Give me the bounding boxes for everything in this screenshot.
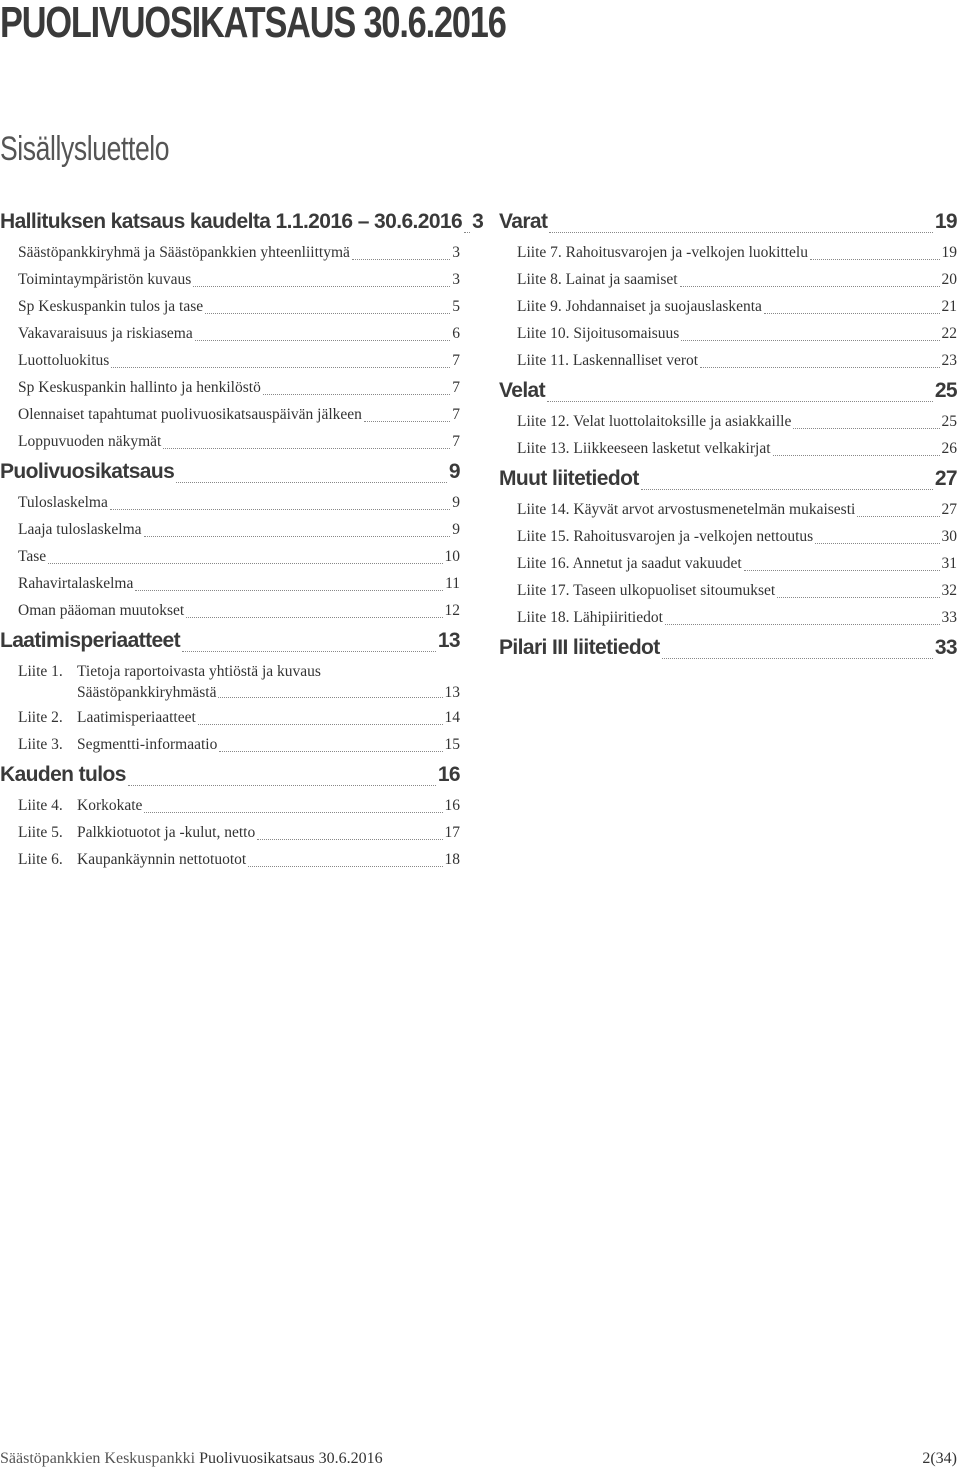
document-title: PUOLIVUOSIKATSAUS 30.6.2016 (0, 0, 506, 47)
dot-leader (248, 864, 442, 867)
toc-item-label: Tuloslaskelma (18, 494, 108, 511)
toc-note-link[interactable] (0, 846, 460, 873)
toc-note-link[interactable] (0, 731, 460, 758)
dot-leader (857, 514, 939, 517)
toc-section-link[interactable] (0, 624, 460, 658)
toc-page-number: 9 (452, 521, 460, 538)
dot-leader (773, 453, 940, 456)
toc-page-number: 3 (452, 271, 460, 288)
toc-item-label: Vakavaraisuus ja riskiasema (18, 325, 193, 342)
toc-item-link[interactable] (0, 597, 460, 624)
toc-note-label: Segmentti-informaatio (77, 736, 218, 753)
dot-leader (662, 656, 933, 659)
toc-item-link[interactable] (499, 496, 957, 523)
toc-item-link[interactable] (0, 320, 460, 347)
toc-page-number: 25 (934, 379, 957, 402)
toc-page-number: 17 (444, 824, 460, 841)
dot-leader (744, 568, 940, 571)
toc-page-number: 23 (941, 352, 957, 369)
toc-page-number: 10 (444, 548, 460, 565)
toc-page-number: 16 (437, 763, 460, 786)
toc-page-number: 15 (444, 736, 460, 753)
toc-note-number: Liite 6. (18, 851, 63, 868)
toc-item-label: Rahavirtalaskelma (18, 575, 134, 592)
toc-section-label: Muut liitetiedot (499, 467, 639, 490)
toc-item-label: Liite 12. Velat luottolaitoksille ja asiakkaille (517, 413, 792, 430)
toc-item-label: Luottoluokitus (18, 352, 110, 369)
dot-leader (352, 257, 450, 260)
toc-item-link[interactable] (0, 570, 460, 597)
toc-page-number: 19 (934, 210, 957, 233)
toc-page-number: 3 (472, 210, 484, 233)
toc-item-label: Toimintaympäristön kuvaus (18, 271, 192, 288)
toc-item-link[interactable] (0, 266, 460, 293)
toc-note-number: Liite 4. (18, 797, 63, 814)
toc-section-label: Kauden tulos (0, 763, 126, 786)
toc-section-link[interactable] (499, 205, 957, 239)
dot-leader (219, 749, 442, 752)
toc-section-link[interactable] (499, 374, 957, 408)
toc-section-label: Velat (499, 379, 546, 402)
toc-item-label: Liite 8. Lainat ja saamiset (517, 271, 678, 288)
toc-item-link[interactable] (499, 408, 957, 435)
toc-page-number: 21 (941, 298, 957, 315)
toc-item-label: Liite 9. Johdannaiset ja suojauslaskenta (517, 298, 762, 315)
toc-page-number: 27 (941, 501, 957, 518)
dot-leader (464, 230, 470, 233)
toc-item-link[interactable] (499, 293, 957, 320)
dot-leader (144, 534, 451, 537)
toc-item-label: Olennaiset tapahtumat puolivuosikatsauspäivän jälkeen (18, 406, 362, 423)
toc-item-label: Sp Keskuspankin hallinto ja henkilöstö (18, 379, 261, 396)
toc-section-label: Pilari III liitetiedot (499, 636, 660, 659)
toc-item-label: Liite 13. Liikkeeseen lasketut velkakirjat (517, 440, 771, 457)
toc-page-number: 9 (452, 494, 460, 511)
dot-leader (263, 392, 450, 395)
toc-item-label: Liite 17. Taseen ulkopuoliset sitoumukset (517, 582, 776, 599)
toc-note-body (77, 661, 460, 704)
dot-leader (186, 615, 442, 618)
toc-page-number: 27 (934, 467, 957, 490)
toc-note-label: Säästöpankkiryhmästä (77, 684, 217, 701)
toc-item-label: Sp Keskuspankin tulos ja tase (18, 298, 204, 315)
toc-item-link[interactable] (499, 523, 957, 550)
dot-leader (680, 284, 940, 287)
dot-leader (205, 311, 450, 314)
footer-publication (0, 1450, 383, 1468)
toc-page-number: 7 (452, 406, 460, 423)
toc-page-number: 9 (448, 460, 460, 483)
dot-leader (681, 338, 939, 341)
toc-item-label: Liite 7. Rahoitusvarojen ja -velkojen luokittelu (517, 244, 808, 261)
dot-leader (364, 419, 450, 422)
toc-item-link[interactable] (499, 320, 957, 347)
toc-note-number: Liite 1. (18, 663, 63, 680)
dot-leader (195, 338, 451, 341)
dot-leader (257, 837, 442, 840)
toc-page-number: 25 (941, 413, 957, 430)
toc-section-link[interactable] (499, 462, 957, 496)
dot-leader (218, 695, 442, 698)
toc-item-label: Liite 11. Laskennalliset verot (517, 352, 699, 369)
toc-item-label: Liite 14. Käyvät arvot arvostusmenetelmän mukaisesti (517, 501, 856, 518)
dot-leader (128, 783, 436, 786)
toc-item-label: Liite 16. Annetut ja saadut vakuudet (517, 555, 742, 572)
dot-leader (793, 426, 939, 429)
toc-page-number: 30 (941, 528, 957, 545)
dot-leader (48, 561, 442, 564)
dot-leader (549, 230, 932, 233)
dot-leader (144, 810, 442, 813)
toc-item-link[interactable] (499, 550, 957, 577)
toc-right-column (499, 205, 957, 665)
toc-item-link[interactable] (0, 401, 460, 428)
page-footer (0, 1450, 957, 1468)
toc-section-link[interactable] (0, 758, 460, 792)
toc-page-number: 26 (941, 440, 957, 457)
toc-item-link[interactable] (0, 428, 460, 455)
toc-note-label-line: Tietoja raportoivasta yhtiöstä ja kuvaus (77, 663, 321, 680)
toc-item-link[interactable] (499, 435, 957, 462)
dot-leader (777, 595, 939, 598)
toc-item-label: Säästöpankkiryhmä ja Säästöpankkien yhteenliittymä (18, 244, 350, 261)
toc-page-number: 5 (452, 298, 460, 315)
dot-leader (764, 311, 940, 314)
toc-item-link[interactable] (499, 604, 957, 631)
toc-page-number: 20 (941, 271, 957, 288)
toc-note-link[interactable] (0, 658, 460, 704)
toc-note-label: Korkokate (77, 797, 143, 814)
toc-page-number: 19 (941, 244, 957, 261)
dot-leader (135, 588, 443, 591)
footer-report: Puolivuosikatsaus 30.6.2016 (199, 1450, 383, 1467)
toc-page-number: 31 (941, 555, 957, 572)
toc-item-link[interactable] (0, 516, 460, 543)
dot-leader (111, 365, 450, 368)
toc-item-label: Tase (18, 548, 47, 565)
toc-left-column (0, 205, 484, 873)
toc-item-link[interactable] (499, 347, 957, 374)
toc-item-link[interactable] (499, 239, 957, 266)
toc-title: Sisällysluettelo (0, 130, 170, 168)
toc-page-number: 14 (444, 709, 460, 726)
toc-page-number: 12 (444, 602, 460, 619)
toc-item-label: Liite 10. Sijoitusomaisuus (517, 325, 680, 342)
toc-item-link[interactable] (0, 347, 460, 374)
toc-page-number: 18 (444, 851, 460, 868)
toc-item-link[interactable] (0, 239, 460, 266)
toc-page-number: 7 (452, 379, 460, 396)
toc-page-number: 7 (452, 433, 460, 450)
toc-item-link[interactable] (0, 543, 460, 570)
toc-page-number: 22 (941, 325, 957, 342)
toc-note-label: Laatimisperiaatteet (77, 709, 196, 726)
toc-section-label: Hallituksen katsaus kaudelta 1.1.2016 – 30.6.2016 (0, 210, 463, 233)
toc-item-link[interactable] (0, 293, 460, 320)
toc-item-link[interactable] (499, 577, 957, 604)
toc-note-label: Kaupankäynnin nettotuotot (77, 851, 247, 868)
dot-leader (665, 622, 940, 625)
dot-leader (700, 365, 939, 368)
toc-section-link[interactable] (499, 631, 957, 665)
toc-page-number: 13 (437, 629, 460, 652)
toc-note-number: Liite 5. (18, 824, 63, 841)
dot-leader (110, 507, 450, 510)
toc-page-number: 32 (941, 582, 957, 599)
dot-leader (193, 284, 450, 287)
toc-note-number: Liite 3. (18, 736, 63, 753)
toc-note-link[interactable] (0, 792, 460, 819)
toc-item-label: Loppuvuoden näkymät (18, 433, 162, 450)
toc-item-label: Laaja tuloslaskelma (18, 521, 142, 538)
dot-leader (198, 722, 443, 725)
toc-section-label: Varat (499, 210, 548, 233)
dot-leader (547, 399, 933, 402)
dot-leader (176, 480, 447, 483)
dot-leader (182, 649, 436, 652)
dot-leader (163, 446, 450, 449)
toc-item-link[interactable] (0, 374, 460, 401)
toc-section-label: Puolivuosikatsaus (0, 460, 175, 483)
toc-item-link[interactable] (0, 489, 460, 516)
toc-note-label-row (77, 682, 460, 704)
toc-page-number: 6 (452, 325, 460, 342)
toc-item-link[interactable] (499, 266, 957, 293)
dot-leader (641, 487, 933, 490)
toc-section-label: Laatimisperiaatteet (0, 629, 181, 652)
footer-publisher: Säästöpankkien Keskuspankki (0, 1450, 196, 1467)
dot-leader (810, 257, 940, 260)
toc-section-link[interactable] (0, 455, 460, 489)
toc-note-number: Liite 2. (18, 709, 63, 726)
toc-note-label: Palkkiotuotot ja -kulut, netto (77, 824, 256, 841)
footer-page-number: 2(34) (922, 1450, 957, 1467)
toc-page-number: 7 (452, 352, 460, 369)
toc-page-number: 16 (444, 797, 460, 814)
toc-item-label: Liite 15. Rahoitusvarojen ja -velkojen nettoutus (517, 528, 814, 545)
toc-item-label: Liite 18. Lähipiiritiedot (517, 609, 663, 626)
toc-item-label: Oman pääoman muutokset (18, 602, 185, 619)
toc-page-number: 11 (445, 575, 460, 592)
toc-note-link[interactable] (0, 819, 460, 846)
toc-page-number: 3 (452, 244, 460, 261)
dot-leader (815, 541, 939, 544)
toc-section-link[interactable] (0, 205, 484, 239)
toc-page-number: 33 (934, 636, 957, 659)
toc-note-link[interactable] (0, 704, 460, 731)
toc-page-number: 33 (941, 609, 957, 626)
toc-page-number: 13 (444, 684, 460, 701)
